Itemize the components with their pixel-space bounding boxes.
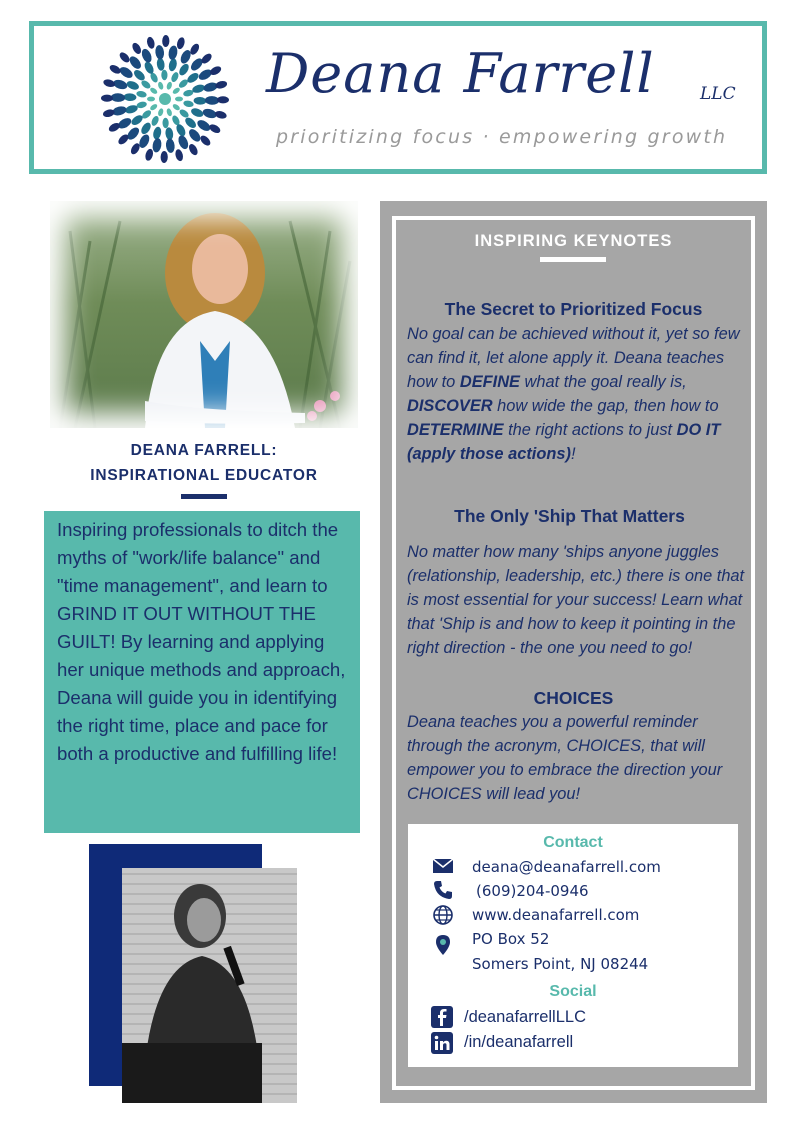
speaker-title: INSPIRATIONAL EDUCATOR: [90, 467, 318, 484]
logo-petal: [123, 93, 136, 101]
bio-box: [44, 511, 360, 833]
logo-petal: [166, 81, 173, 90]
logo-petal: [118, 51, 132, 65]
logo-petal: [214, 110, 228, 120]
logo-petal: [102, 78, 116, 88]
logo-petal: [183, 116, 198, 130]
logo-petal: [208, 123, 222, 135]
linkedin-icon: [431, 1032, 453, 1054]
logo-petal: [157, 108, 164, 117]
keynote-body: No goal can be achieved without it, yet so few can find it, let alone apply it. Deana teaches how to DEFINE what the goal really is, DISCOVER how wide the gap, then how to DETERMINE the right actions to just DO IT (apply those actions)!: [407, 325, 740, 463]
keynote-body: Deana teaches you a powerful reminder through the acronym, CHOICES, that will empower you to embrace the direction your CHOICES will lead you!: [407, 713, 723, 803]
logo-petal: [116, 116, 133, 131]
brand-tagline: prioritizing focus · empowering growth: [276, 126, 728, 148]
address-line-2: Somers Point, NJ 08244: [472, 955, 649, 973]
address-line-1: PO Box 52: [472, 930, 550, 948]
logo-petal: [144, 148, 154, 162]
logo-petal: [139, 121, 152, 136]
logo-petal: [197, 67, 214, 82]
logo-petal: [175, 97, 183, 102]
logo-petal: [199, 134, 213, 148]
logo-petal: [132, 68, 147, 82]
logo-petal: [156, 57, 165, 71]
logo-petal: [176, 36, 186, 50]
logo-petal: [172, 103, 181, 112]
logo-petal: [162, 35, 169, 47]
logo-petal: [190, 107, 205, 119]
logo-petal: [150, 115, 160, 127]
divider: [181, 494, 227, 499]
logo-petal: [136, 90, 147, 98]
logo-petal: [165, 127, 174, 141]
contact-label: Contact: [543, 834, 603, 851]
logo-petal: [131, 41, 143, 55]
speaker-name: DEANA FARRELL:: [130, 442, 278, 459]
logo-petal: [168, 58, 178, 72]
logo-petal: [149, 87, 158, 96]
website-link[interactable]: www.deanafarrell.com: [472, 906, 640, 924]
logo-petal: [195, 118, 212, 133]
logo-petal: [165, 138, 175, 153]
logo-petal: [152, 137, 163, 153]
bio-text: Inspiring professionals to ditch the myths of "work/life balance" and "time management", and learn to GRIND IT OUT WITHOUT THE GUILT! By learning and applying her unique methods and approach, Deana will guide you in identifying the right time, place and pace for both a productive and fulfilling life!: [57, 519, 346, 764]
keynote-body: No matter how many 'ships anyone juggles (relationship, leadership, etc.) there is one that is most essential for your success! Learn what that 'Ship is and how to keep it pointing in the right direction - the one you need to go!: [407, 543, 745, 657]
logo-petal: [118, 65, 135, 80]
portrait-photo: [50, 201, 358, 428]
brand-name: Deana Farrell: [266, 42, 655, 105]
logo-petal: [193, 97, 206, 105]
logo-petal: [155, 45, 165, 60]
logo-petal: [177, 134, 191, 151]
logo-petal: [172, 87, 181, 96]
linkedin-link[interactable]: /in/deanafarrell: [464, 1033, 574, 1051]
keynotes-heading: INSPIRING KEYNOTES: [474, 232, 673, 250]
logo-petal: [108, 63, 122, 75]
logo-petal: [149, 103, 158, 112]
logo-petal: [170, 71, 180, 83]
header-banner: [29, 21, 767, 174]
logo-petal: [174, 149, 184, 162]
logo-petal: [187, 143, 199, 157]
contact-card: [408, 824, 738, 1067]
logo-petal: [140, 47, 154, 64]
logo-petal: [127, 54, 143, 71]
flower-logo-icon: [100, 34, 230, 164]
logo-petal: [125, 79, 140, 91]
logo-petal: [147, 97, 155, 102]
mail-icon: [432, 855, 454, 877]
location-pin-icon: [432, 934, 454, 956]
speaking-illustration: [122, 868, 297, 1103]
speaker-name-title: [50, 438, 358, 488]
logo-petal: [140, 79, 152, 90]
logo-petal: [183, 100, 194, 108]
globe-icon: [432, 904, 454, 926]
facebook-link[interactable]: /deanafarrellLLC: [464, 1008, 586, 1026]
logo-petal: [162, 118, 168, 129]
keynote-title: The Only 'Ship That Matters: [454, 506, 685, 526]
divider: [540, 257, 606, 262]
logo-petal: [168, 45, 179, 61]
logo-center: [159, 93, 171, 105]
logo-petal: [146, 36, 156, 49]
logo-petal: [187, 127, 203, 144]
social-label: Social: [549, 983, 597, 1000]
logo-petal: [217, 96, 229, 103]
logo-petal: [157, 81, 164, 90]
keynote-title: The Secret to Prioritized Focus: [444, 299, 703, 319]
logo-petal: [101, 95, 113, 102]
facebook-icon: [431, 1006, 453, 1028]
speaking-photo: [122, 868, 297, 1103]
logo-petal: [152, 126, 162, 140]
logo-petal: [177, 62, 190, 77]
logo-petal: [178, 108, 190, 119]
phone-icon: [432, 879, 454, 901]
email-link[interactable]: deana@deanafarrell.com: [472, 858, 661, 876]
logo-petal: [186, 71, 201, 85]
logo-petal: [161, 70, 167, 81]
brand-suffix: LLC: [700, 84, 736, 104]
phone-number[interactable]: (609)204-0946: [476, 882, 589, 900]
logo-petal: [166, 108, 173, 117]
logo-petal: [130, 113, 145, 127]
keynote-title: CHOICES: [533, 688, 614, 708]
logo-petal: [161, 151, 168, 163]
